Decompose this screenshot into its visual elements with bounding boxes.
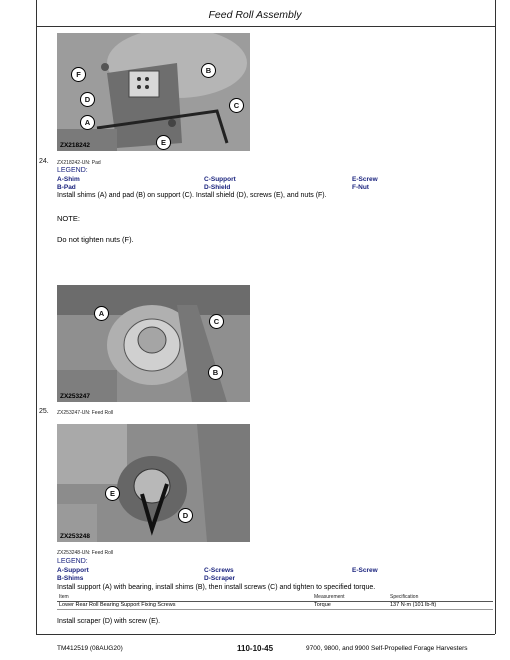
- step-number-25: 25.: [39, 408, 49, 415]
- legend-item: E-Screw: [352, 176, 378, 183]
- legend-item: A-Support: [57, 567, 89, 574]
- legend-item: B-Shims: [57, 575, 84, 582]
- scraper-photo-drawing: [57, 424, 250, 542]
- callout-c: C: [229, 98, 244, 113]
- callout-d: D: [178, 508, 193, 523]
- footer-page-number: 110-10-45: [237, 644, 274, 653]
- scraper-photo: [57, 424, 250, 542]
- callout-c: C: [209, 314, 224, 329]
- scraper-photo-code: ZX253248: [60, 533, 90, 540]
- footer-product: 9700, 9800, and 9900 Self-Propelled Forage Harvesters: [306, 645, 468, 652]
- figure-caption: ZX218242-UN: Pad: [57, 160, 101, 166]
- step-number-24: 24.: [39, 158, 49, 165]
- legend-item: E-Screw: [352, 567, 378, 574]
- callout-f: F: [71, 67, 86, 82]
- legend-item: C-Support: [204, 176, 236, 183]
- legend-item: C-Screws: [204, 567, 234, 574]
- footer-rule: [36, 634, 495, 635]
- spec-cell-measurement: Torque: [314, 602, 331, 608]
- note-label: NOTE:: [57, 214, 80, 223]
- callout-e: E: [156, 135, 171, 150]
- legend-title: LEGEND:: [57, 167, 88, 174]
- step-25-instruction: Install support (A) with bearing, install shims (B), then install screws (C) and tighten to specified torque.: [57, 584, 376, 591]
- feed-roll-photo-drawing: [57, 285, 250, 402]
- footer-doc-id: TM412519 (08AUG20): [57, 645, 123, 652]
- legend-item: D-Scraper: [204, 575, 236, 582]
- legend-item: B-Pad: [57, 184, 76, 191]
- callout-a: A: [94, 306, 109, 321]
- spec-header-specification: Specification: [390, 594, 419, 600]
- spec-header-measurement: Measurement: [314, 594, 345, 600]
- callout-e: E: [105, 486, 120, 501]
- legend-item: F-Nut: [352, 184, 369, 191]
- feed-roll-photo-code: ZX253247: [60, 393, 90, 400]
- spec-cell-item: Lower Rear Roll Bearing Support Fixing Screws: [59, 602, 176, 608]
- legend-item: D-Shield: [204, 184, 231, 191]
- feed-roll-photo: [57, 285, 250, 402]
- spec-table-rule: [57, 609, 493, 610]
- step-24-instruction: Install shims (A) and pad (B) on support (C). Install shield (D), screws (E), and nuts (F).: [57, 192, 327, 199]
- page-title: Feed Roll Assembly: [208, 9, 302, 21]
- spec-cell-specification: 137 N·m (101 lb-ft): [390, 602, 437, 608]
- final-instruction: Install scraper (D) with screw (E).: [57, 618, 161, 625]
- figure-caption: ZX253247-UN: Feed Roll: [57, 410, 114, 416]
- spec-header-item: Item: [59, 594, 69, 600]
- pad-photo-code: ZX218242: [60, 142, 90, 149]
- callout-a: A: [80, 115, 95, 130]
- callout-b: B: [201, 63, 216, 78]
- note-text: Do not tighten nuts (F).: [57, 235, 134, 244]
- callout-d: D: [80, 92, 95, 107]
- callout-b: B: [208, 365, 223, 380]
- figure-caption: ZX253248-UN: Feed Roll: [57, 550, 114, 556]
- legend-title: LEGEND:: [57, 558, 88, 565]
- legend-item: A-Shim: [57, 176, 80, 183]
